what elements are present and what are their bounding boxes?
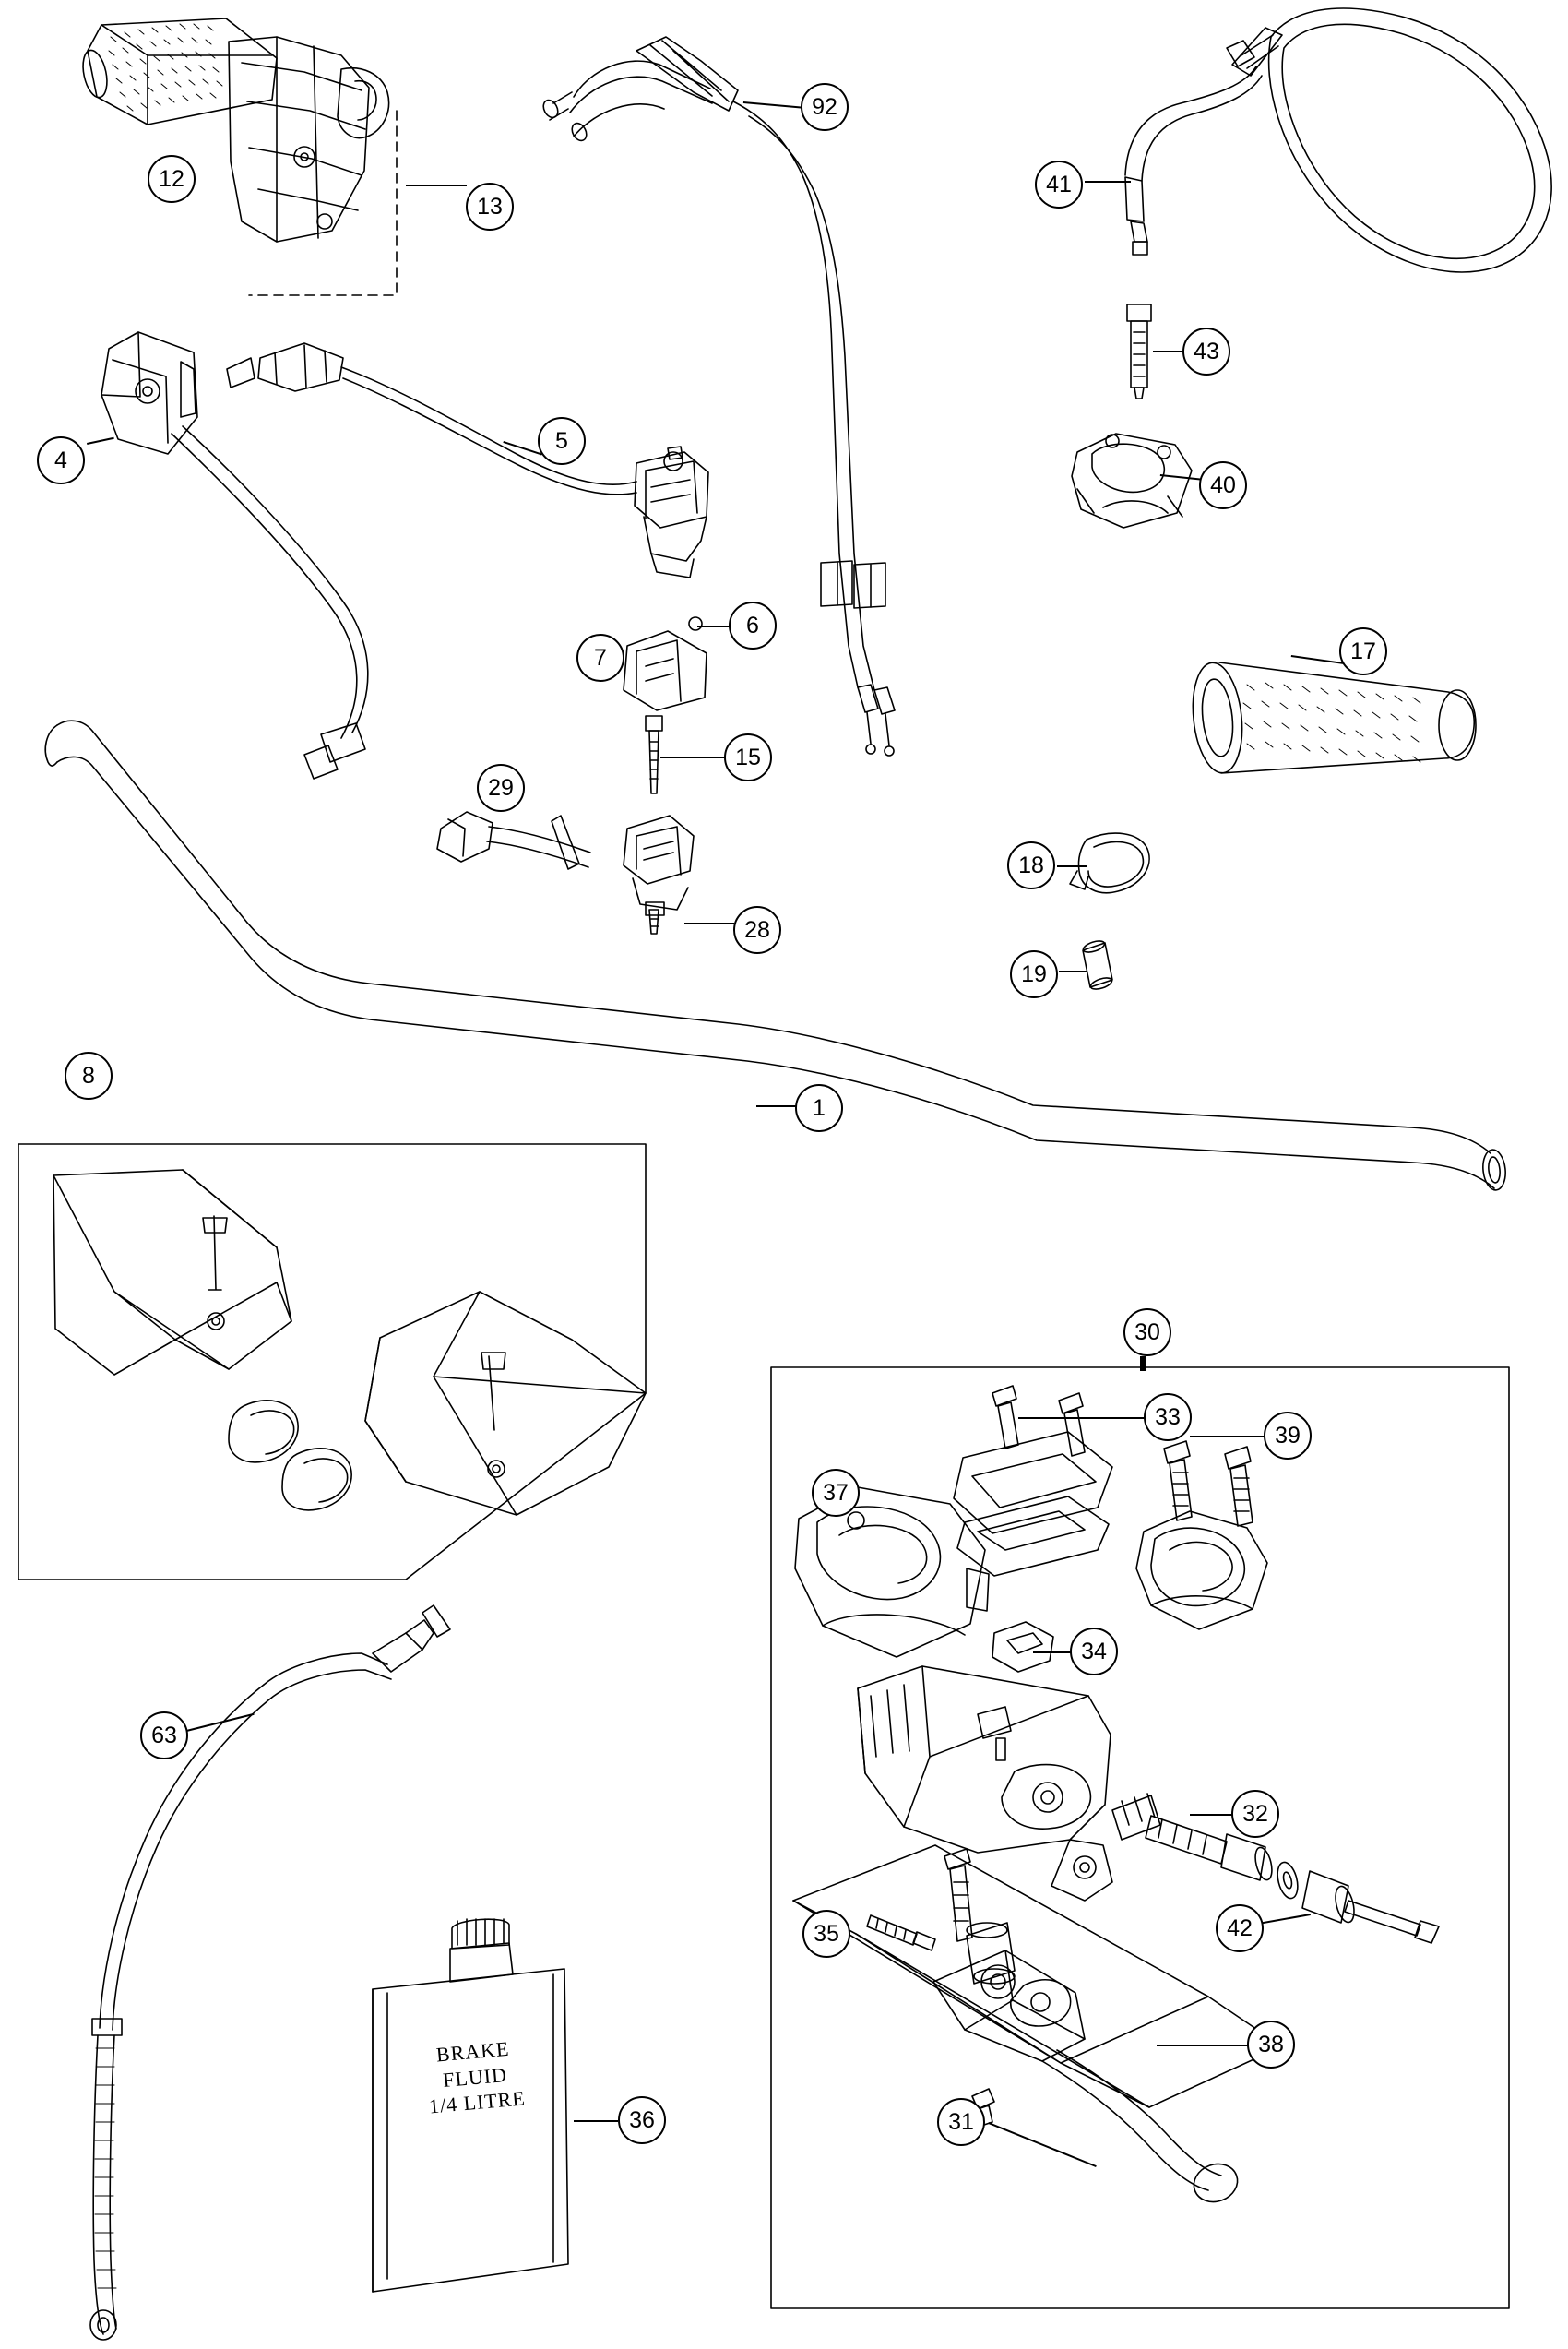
callout-6[interactable]: 6 — [729, 602, 777, 650]
brake-fluid-label-line2: FLUID — [442, 2062, 508, 2092]
leader-32 — [1190, 1814, 1232, 1816]
part-brake-line-63 — [90, 1605, 450, 2340]
part-sleeve-19 — [1082, 939, 1113, 992]
leader-19 — [1059, 971, 1087, 972]
leader-43 — [1153, 351, 1184, 352]
part-bracket-4 — [101, 332, 368, 779]
callout-12[interactable]: 12 — [148, 155, 196, 203]
callout-63[interactable]: 63 — [140, 1711, 188, 1759]
callout-33[interactable]: 33 — [1144, 1393, 1192, 1441]
callout-28[interactable]: 28 — [733, 906, 781, 954]
callout-40[interactable]: 40 — [1199, 461, 1247, 509]
callout-13[interactable]: 13 — [466, 183, 514, 231]
callout-5[interactable]: 5 — [538, 417, 586, 465]
leader-28 — [684, 923, 734, 924]
part-bracket-7 — [624, 617, 707, 793]
leader-6 — [697, 626, 732, 627]
leader-18 — [1057, 865, 1087, 867]
callout-8[interactable]: 8 — [65, 1052, 113, 1100]
callout-38[interactable]: 38 — [1247, 2021, 1295, 2069]
leader-30 — [1140, 1356, 1146, 1371]
callout-4[interactable]: 4 — [37, 436, 85, 484]
part-clamp-40 — [1072, 434, 1192, 528]
brake-fluid-label-line1: BRAKE — [434, 2036, 511, 2067]
part-cable-tie-18 — [1070, 833, 1149, 893]
part-throttle-grip-assembly — [79, 18, 397, 295]
callout-19[interactable]: 19 — [1010, 950, 1058, 998]
callout-7[interactable]: 7 — [576, 634, 624, 682]
callout-36[interactable]: 36 — [618, 2096, 666, 2144]
leader-34 — [1033, 1651, 1072, 1653]
callout-29[interactable]: 29 — [477, 764, 525, 812]
leader-15 — [660, 757, 725, 758]
part-switch-29 — [437, 812, 694, 934]
callout-1[interactable]: 1 — [795, 1084, 843, 1132]
callout-92[interactable]: 92 — [801, 83, 849, 131]
callout-15[interactable]: 15 — [724, 733, 772, 781]
callout-31[interactable]: 31 — [937, 2098, 985, 2146]
callout-41[interactable]: 41 — [1035, 161, 1083, 209]
leader-33 — [1018, 1417, 1146, 1419]
callout-43[interactable]: 43 — [1182, 328, 1230, 376]
callout-17[interactable]: 17 — [1339, 627, 1387, 675]
part-handlebar-1 — [45, 721, 1507, 1191]
callout-39[interactable]: 39 — [1264, 1412, 1312, 1460]
part-mirror — [1125, 8, 1551, 272]
brake-fluid-label-line3: 1/4 LITRE — [428, 2086, 527, 2118]
leader-39 — [1190, 1436, 1265, 1437]
callout-34[interactable]: 34 — [1070, 1628, 1118, 1675]
callout-30[interactable]: 30 — [1123, 1308, 1171, 1356]
callout-35[interactable]: 35 — [802, 1910, 850, 1958]
callout-18[interactable]: 18 — [1007, 841, 1055, 889]
leader-38 — [1157, 2045, 1253, 2046]
part-screw-43 — [1127, 304, 1151, 399]
part-brake-assembly-30 — [771, 1367, 1509, 2308]
callout-37[interactable]: 37 — [812, 1469, 860, 1517]
callout-42[interactable]: 42 — [1216, 1904, 1264, 1952]
callout-32[interactable]: 32 — [1231, 1790, 1279, 1838]
leader-13 — [406, 185, 467, 186]
part-harness-5 — [227, 343, 708, 578]
part-handguards-8 — [18, 1144, 646, 1580]
leader-36 — [574, 2120, 618, 2122]
brake-fluid-label — [394, 2033, 557, 2122]
leader-1 — [756, 1105, 797, 1107]
leader-41 — [1085, 181, 1131, 183]
part-grip-17 — [1188, 661, 1476, 776]
